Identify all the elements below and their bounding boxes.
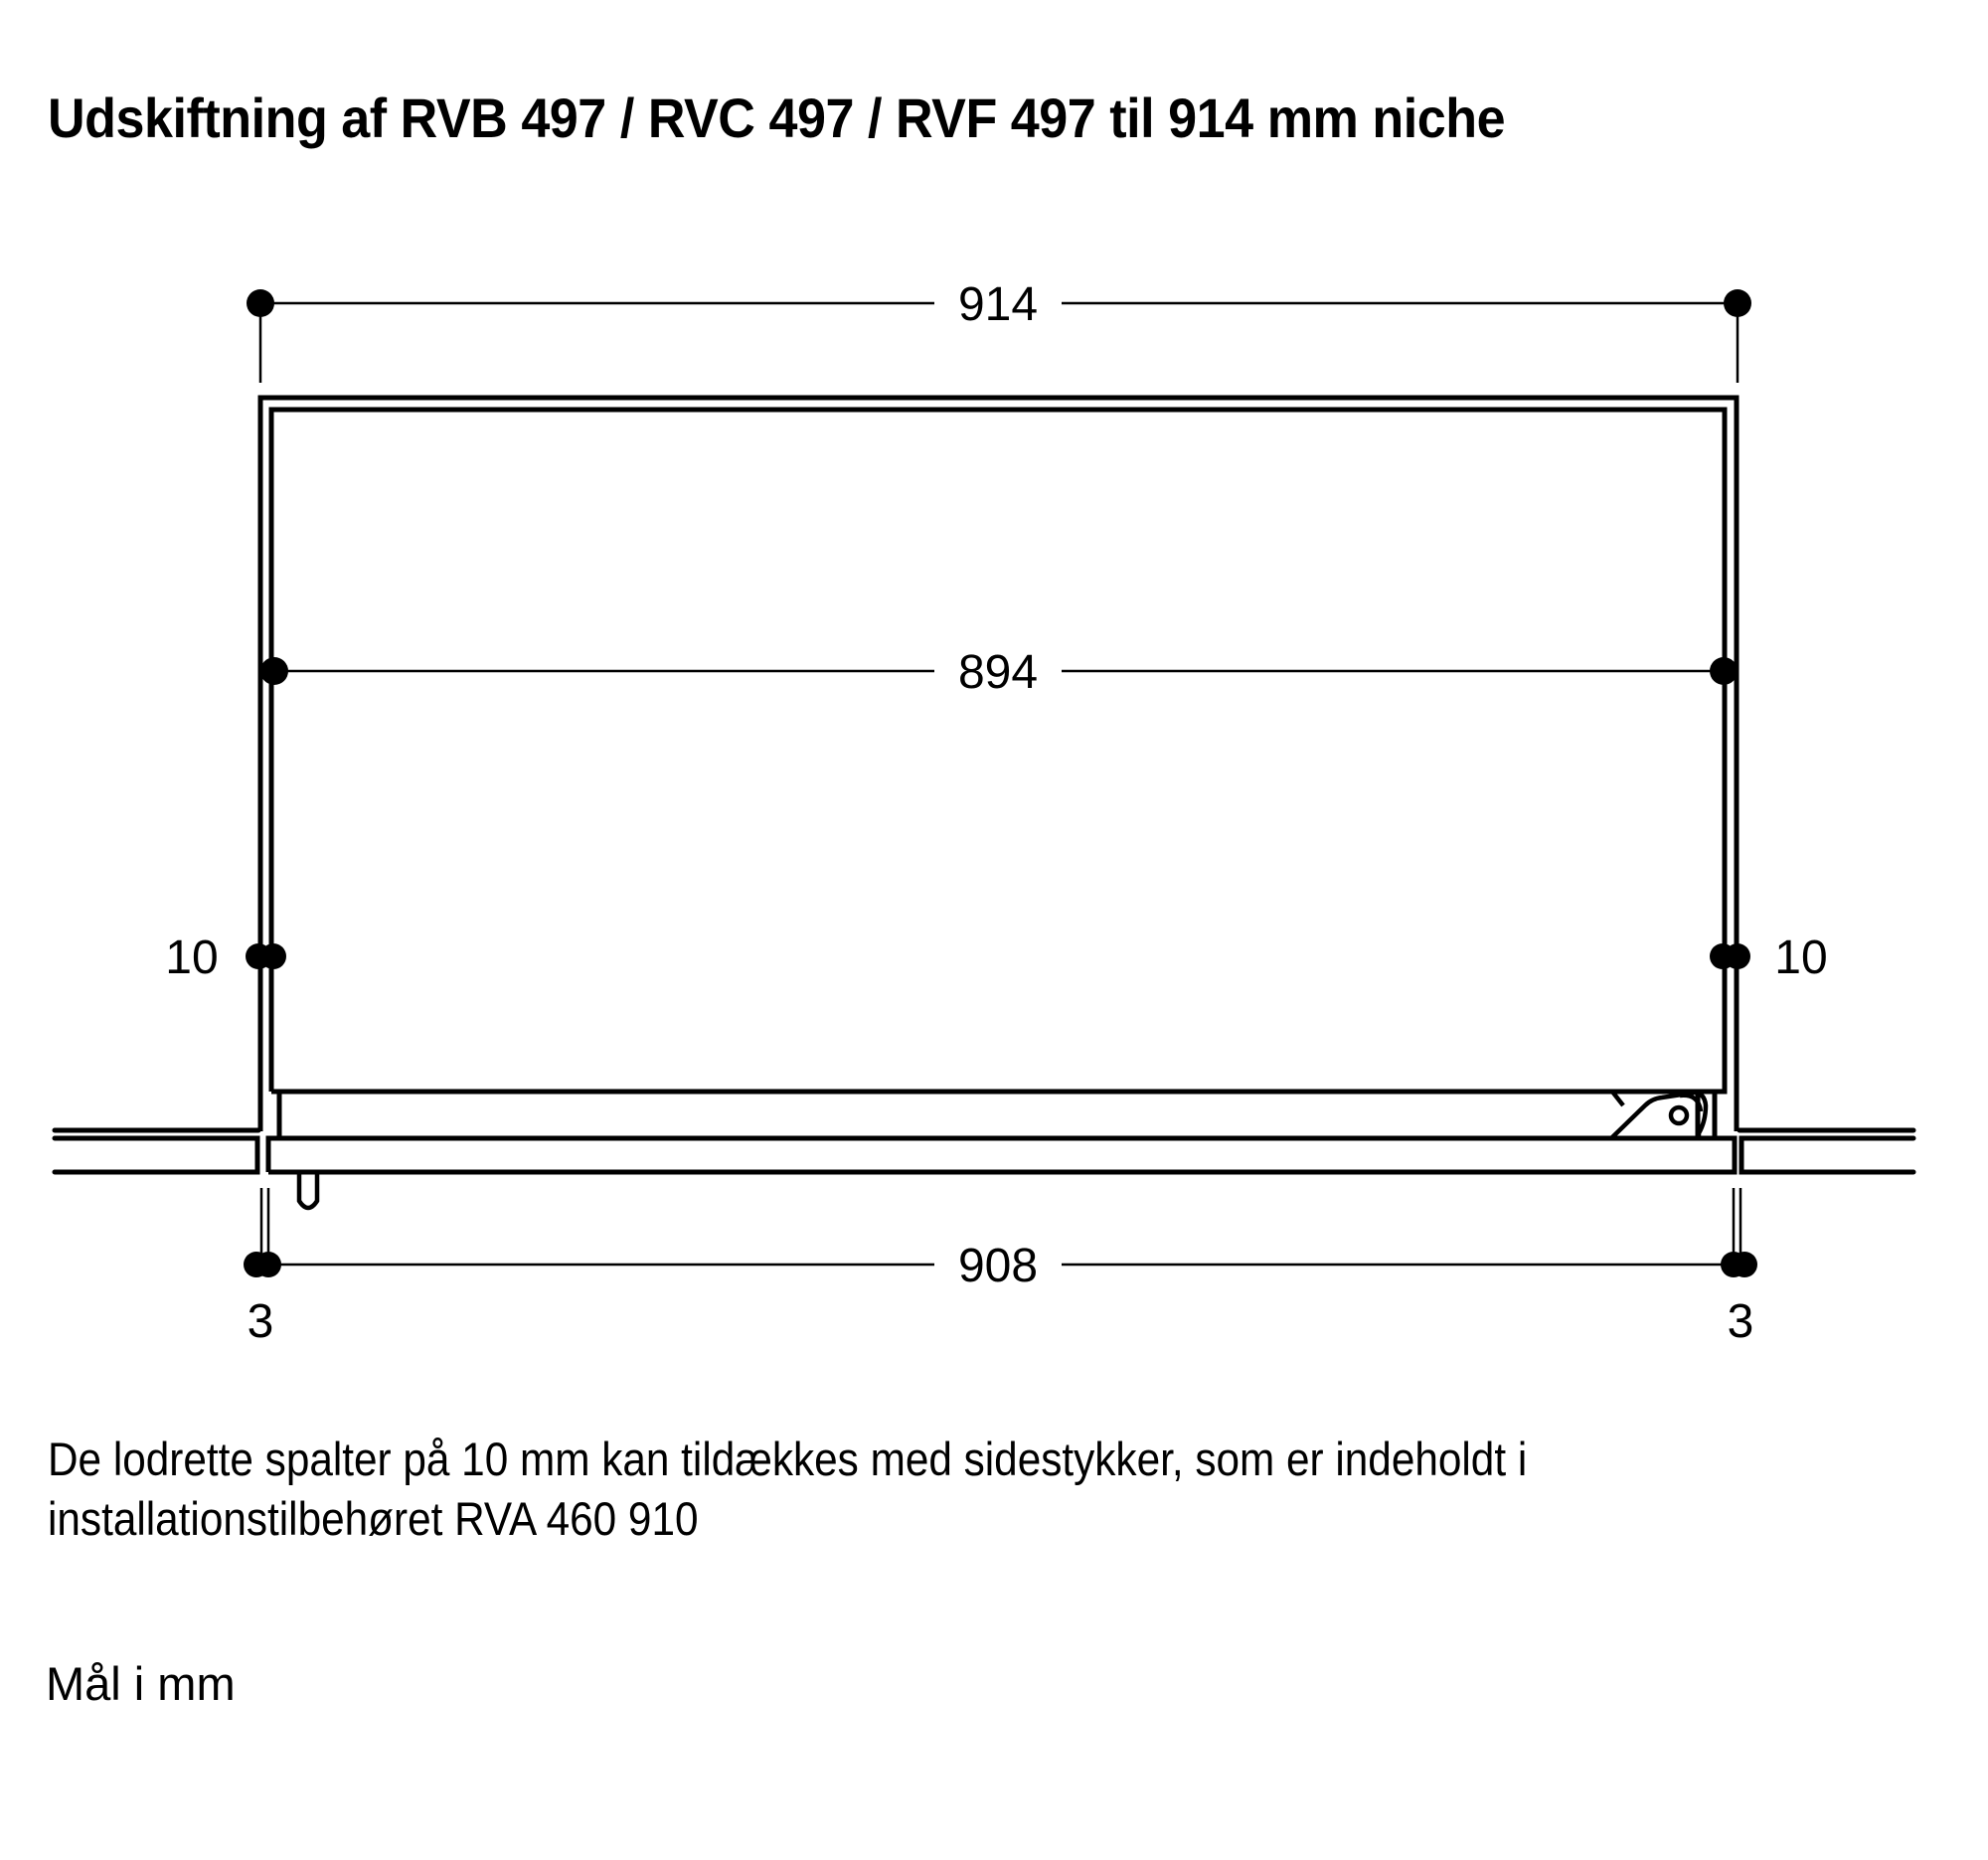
dimension-dot-icon (255, 1252, 281, 1277)
dimension-right-gap (1710, 931, 1828, 984)
dimension-dot-icon (1710, 657, 1738, 685)
right-countertop (1740, 1130, 1913, 1172)
note-line-1: De lodrette spalter på 10 mm kan tildækkes med sidestykker, som er indeholdt i (48, 1433, 1528, 1485)
appliance-inner-frame (271, 410, 1725, 1092)
support-peg-icon (299, 1172, 317, 1208)
drawer-panel (279, 1092, 1715, 1138)
units-label: Mål i mm (46, 1657, 236, 1710)
dimension-label-914: 914 (957, 278, 1039, 331)
installation-note (48, 1430, 1527, 1549)
dimension-label-left-3: 3 (247, 1295, 274, 1348)
dimension-dot-icon (1732, 1252, 1757, 1277)
page-title: Udskiftning af RVB 497 / RVC 497 / RVF 497 til 914 mm niche (48, 86, 1506, 149)
dimension-label-right-10: 10 (1774, 931, 1828, 984)
note-line-2: installationstilbehøret RVA 460 910 (48, 1492, 699, 1545)
hinge-mechanism-icon (1611, 1092, 1706, 1138)
dimension-label-right-3: 3 (1727, 1295, 1754, 1348)
left-countertop (55, 1130, 258, 1172)
dimension-bottom-width (244, 1188, 1757, 1348)
dimension-dot-icon (1725, 943, 1750, 969)
dimension-label-894: 894 (957, 646, 1039, 699)
niche-outer-frame (260, 398, 1737, 1131)
base-plinth (268, 1138, 1735, 1172)
dimension-dot-icon (260, 657, 288, 685)
dimension-dot-icon (260, 943, 286, 969)
dimension-left-gap (165, 931, 286, 984)
dimension-outer-width (247, 278, 1751, 383)
dimension-inner-width (260, 646, 1738, 699)
dimension-label-left-10: 10 (165, 931, 219, 984)
dimension-label-908: 908 (957, 1240, 1039, 1292)
